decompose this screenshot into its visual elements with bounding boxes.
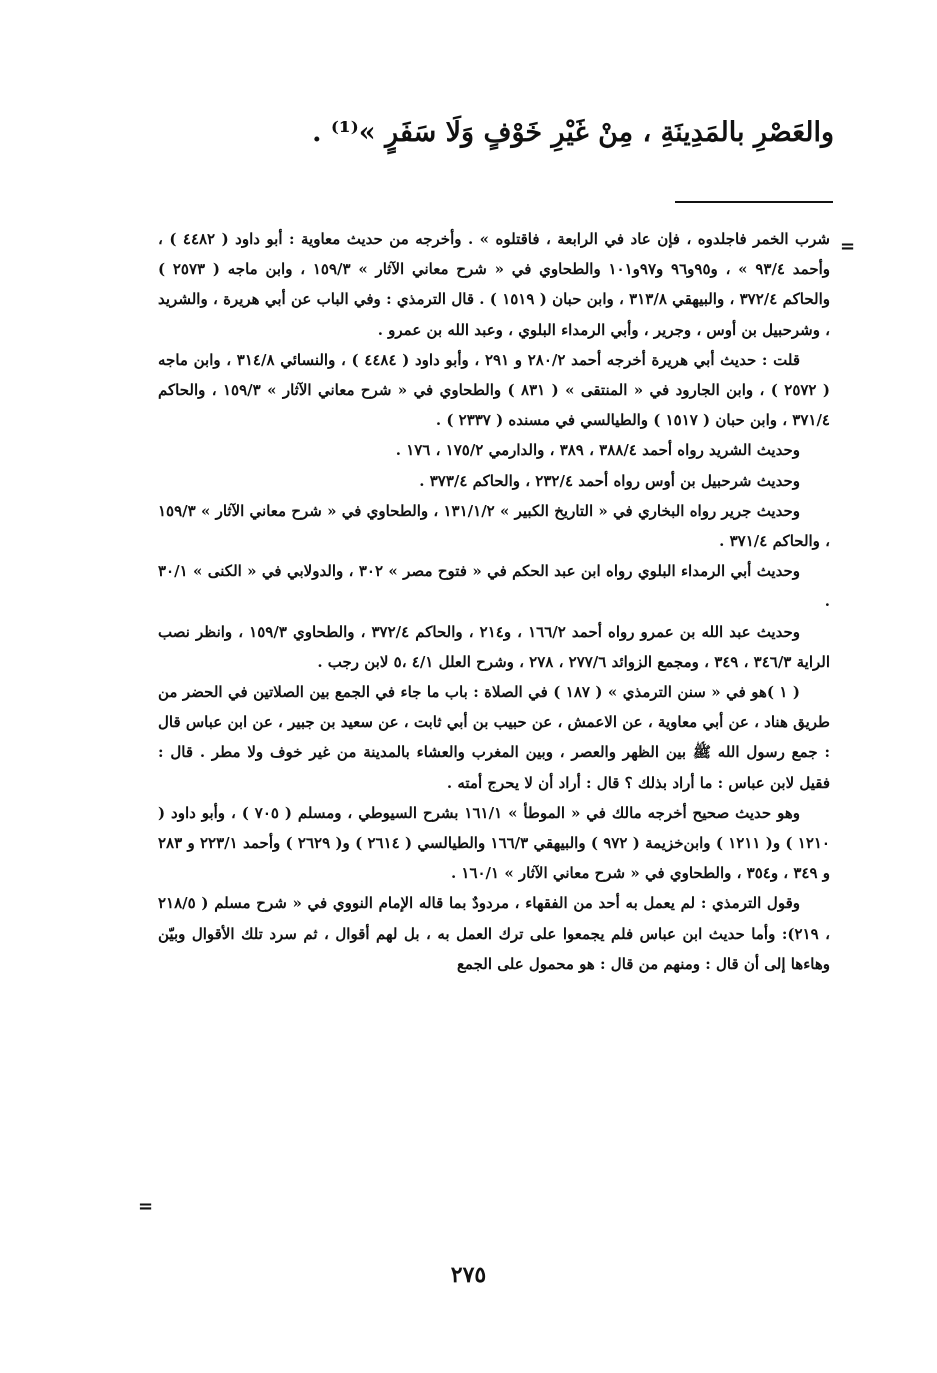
continuation-mark-out: =	[138, 1196, 154, 1217]
page-number: ٢٧٥	[450, 1262, 487, 1288]
footnote-paragraph: شرب الخمر فاجلدوه ، فإن عاد في الرابعة ، فاقتلوه » . وأخرجه من حديث معاوية : أبو داود ( ٤٤٨٢ ) ، وأحمد ٩٣/٤ » ، و٩٥و٩٦ و٩٧و١٠١ والطحاوي في « شرح معاني الآثار » ١٥٩/٣ ، وابن ماجه ( ٢٥٧٣ ) والحاكم ٣٧٢/٤ ، والبيهقي ٣١٣/٨ ، وابن حبان ( ١٥١٩ ) . قال الترمذي : وفي الباب عن أبي هريرة ، والشريد ، وشرحبيل بن أوس ، وجرير ، وأبي الرمداء البلوي ، وعبد الله بن عمرو .	[158, 230, 831, 339]
footnotes-block	[158, 224, 830, 979]
footnote-paragraph: وحديث شرحبيل بن أوس رواه أحمد ٢٣٢/٤ ، والحاكم ٣٧٣/٤ .	[419, 471, 800, 490]
footnote-paragraph: وقول الترمذي : لم يعمل به أحد من الفقهاء ، مردودٌ بما قاله الإمام النووي في « شرح مسلم ( ٢١٨/٥ ، ٢١٩): وأما حديث ابن عباس فلم يجمعوا على ترك العمل به ، بل لهم أقوال ، ثم سرد تلك الأقوال وبيّن وهاءها إلى أن قال : ومنهم من قال : هو محمول على الجمع	[158, 894, 830, 973]
main-text-line: والعَصْرِ بالمَدِينَةِ ، مِنْ غَيْرِ خَوْفٍ وَلَا سَفَرٍ »⁽¹⁾ .	[312, 117, 834, 148]
footnote-paragraph: وحديث جرير رواه البخاري في « التاريخ الكبير » ١٣١/١/٢ ، والطحاوي في « شرح معاني الآثار » ١٥٩/٣ ، والحاكم ٣٧١/٤ .	[158, 501, 830, 551]
footnote-1: ( ١ )هو في « سنن الترمذي » ( ١٨٧ ) في الصلاة : باب ما جاء في الجمع بين الصلاتين في الحضر من طريق هناد ، عن أبي معاوية ، عن الاعمش ، عن حبيب بن أبي ثابت ، عن سعيد بن جبير ، عن ابن عباس قال : جمع رسول الله ﷺ بين الظهر والعصر ، وبين المغرب والعشاء بالمدينة من غير خوف ولا مطر . قال : فقيل لابن عباس : ما أراد بذلك ؟ قال : أراد أن لا يحرج أمته .	[158, 683, 830, 792]
continuation-mark-in: =	[840, 236, 856, 257]
footnote-paragraph: وهو حديث صحيح أخرجه مالك في « الموطأ » ١٦١/١ بشرح السيوطي ، ومسلم ( ٧٠٥ ) ، وأبو داود ( ١٢١٠ ) و( ١٢١١ ) وابن‌خزيمة ( ٩٧٢ ) والبيهقي ١٦٦/٣ والطيالسي ( ٢٦١٤ ) و( ٢٦٢٩ ) وأحمد ٢٢٣/١ و ٢٨٣ و ٣٤٩ ، و٣٥٤ ، والطحاوي في « شرح معاني الآثار » ١٦٠/١ .	[158, 803, 830, 883]
footnote-paragraph: وحديث عبد الله بن عمرو رواه أحمد ١٦٦/٢ ، و٢١٤ ، والحاكم ٣٧٢/٤ ، والطحاوي ١٥٩/٣ ، وانظر نصب الراية ٣٤٦/٣ ، ٣٤٩ ، ومجمع الزوائد ٢٧٧/٦ ، ٢٧٨ ، وشرح العلل ٤/١ ،٥ لابن رجب .	[158, 622, 830, 671]
footnote-paragraph: قلت : حديث أبي هريرة أخرجه أحمد ٢٨٠/٢ و ٢٩١ ، وأبو داود ( ٤٤٨٤ ) ، والنسائي ٣١٤/٨ ، وابن ماجه ( ٢٥٧٢ ) ، وابن الجارود في « المنتقى » ( ٨٣١ ) والطحاوي في « شرح معاني الآثار » ١٥٩/٣ ، والحاكم ٣٧١/٤ ، وابن حبان ( ١٥١٧ ) والطيالسي في مسنده ( ٢٣٣٧ ) .	[158, 350, 830, 430]
footnote-paragraph: وحديث أبي الرمداء البلوي رواه ابن عبد الحكم في « فتوح مصر » ٣٠٢ ، والدولابي في « الكنى » ٣٠/١ .	[158, 562, 830, 611]
footnote-paragraph: وحديث الشريد رواه أحمد ٣٨٨/٤ ، ٣٨٩ ، والدارمي ١٧٥/٢ ، ١٧٦ .	[395, 441, 800, 460]
footnote-separator-rule	[675, 201, 833, 203]
